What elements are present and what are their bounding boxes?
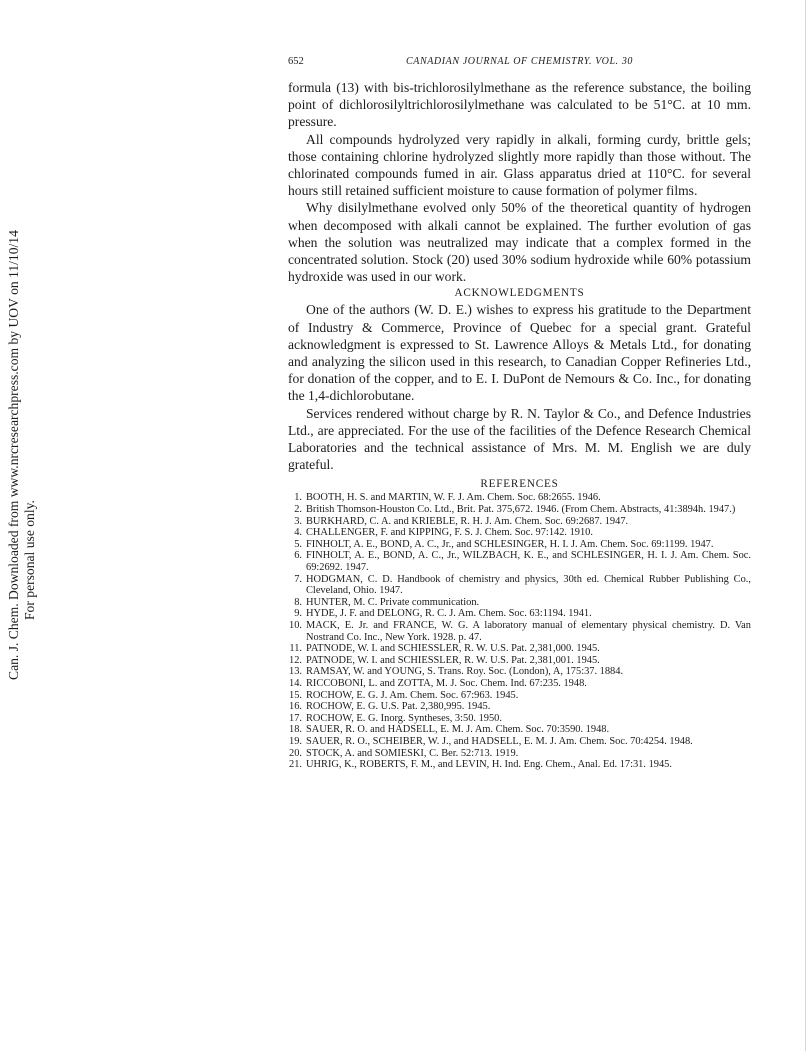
reference-item: [288, 492, 751, 504]
reference-item: [288, 504, 751, 516]
reference-number: 18.: [289, 724, 302, 736]
acknowledgment-paragraph: One of the authors (W. D. E.) wishes to express his gratitude to the Department of Industry & Commerce, Province of Quebec for a special grant. Grateful acknowledgment is expressed to St. Lawrence Alloys & Metals Ltd., for donating and analyzing the silicon used in this research, to Canadian Copper Refineries Ltd., for donation of the copper, and to E. I. DuPont de Nemours & Co. Inc., for donating the 1,4-dichlorobutane.: [288, 302, 751, 404]
reference-item: [288, 736, 751, 748]
reference-number: 4.: [294, 527, 302, 539]
download-watermark: [2, 230, 42, 680]
reference-item: [288, 655, 751, 667]
references-heading: REFERENCES: [480, 478, 559, 491]
reference-list: [288, 492, 751, 770]
reference-text: STOCK, A. and SOMIESKI, C. Ber. 52:713. 1919.: [306, 747, 519, 759]
article-body: [288, 79, 751, 771]
reference-text: HODGMAN, C. D. Handbook of chemistry and physics, 30th ed. Chemical Rubber Publishing Co., Cleveland, Ohio. 1947.: [306, 573, 751, 597]
reference-number: 2.: [294, 504, 302, 516]
reference-number: 9.: [294, 608, 302, 620]
page-number: 652: [288, 56, 304, 67]
reference-item: [288, 527, 751, 539]
reference-text: PATNODE, W. I. and SCHIESSLER, R. W. U.S. Pat. 2,381,001. 1945.: [306, 654, 600, 666]
body-paragraph: formula (13) with bis-trichlorosilylmethane as the reference substance, the boiling point of dichlorosilyltrichlorosilylmethane was calculated to be 51°C. at 10 mm. pressure.: [288, 80, 751, 130]
reference-text: ROCHOW, E. G. Inorg. Syntheses, 3:50. 1950.: [306, 712, 502, 724]
reference-text: British Thomson-Houston Co. Ltd., Brit. Pat. 375,672. 1946. (From Chem. Abstracts, 41:3894h. 1947.): [306, 504, 736, 516]
acknowledgment-paragraph: Services rendered without charge by R. N. Taylor & Co., and Defence Industries Ltd., are appreciated. For the use of the facilities of the Defence Research Chemical Laboratories and the technical assistance of Mrs. M. M. English we are duly grateful.: [288, 405, 751, 473]
reference-number: 1.: [294, 492, 302, 504]
reference-number: 13.: [289, 666, 302, 678]
reference-number: 14.: [289, 677, 302, 689]
acknowledgments-heading: ACKNOWLEDGMENTS: [454, 287, 585, 300]
reference-item: [288, 608, 751, 620]
reference-item: [288, 724, 751, 736]
reference-text: HUNTER, M. C. Private communication.: [306, 596, 480, 608]
reference-text: BOOTH, H. S. and MARTIN, W. F. J. Am. Chem. Soc. 68:2655. 1946.: [306, 492, 601, 504]
reference-number: 5.: [294, 538, 302, 550]
reference-text: SAUER, R. O. and HADSELL, E. M. J. Am. Chem. Soc. 70:3590. 1948.: [306, 724, 610, 736]
reference-number: 21.: [289, 759, 302, 771]
reference-number: 16.: [289, 701, 302, 713]
reference-number: 19.: [289, 735, 302, 747]
reference-number: 7.: [294, 573, 302, 585]
reference-item: [288, 550, 751, 573]
reference-number: 20.: [289, 747, 302, 759]
reference-text: HYDE, J. F. and DELONG, R. C. J. Am. Chem. Soc. 63:1194. 1941.: [306, 608, 592, 620]
reference-number: 11.: [289, 643, 302, 655]
running-title: CANADIAN JOURNAL OF CHEMISTRY. VOL. 30: [405, 56, 634, 67]
reference-item: [288, 690, 751, 702]
reference-number: 6.: [294, 550, 302, 562]
scan-edge-line: [805, 0, 806, 1051]
reference-text: SAUER, R. O., SCHEIBER, W. J., and HADSELL, E. M. J. Am. Chem. Soc. 70:4254. 1948.: [306, 735, 693, 747]
reference-number: 3.: [294, 515, 302, 527]
reference-item: [288, 701, 751, 713]
reference-text: BURKHARD, C. A. and KRIEBLE, R. H. J. Am. Chem. Soc. 69:2687. 1947.: [306, 515, 629, 527]
reference-text: PATNODE, W. I. and SCHIESSLER, R. W. U.S. Pat. 2,381,000. 1945.: [306, 643, 600, 655]
reference-item: [288, 516, 751, 528]
watermark-line-1: Can. J. Chem. Downloaded from www.nrcresearchpress.com by UOV on 11/10/14: [6, 230, 21, 680]
reference-text: ROCHOW, E. G. U.S. Pat. 2,380,995. 1945.: [306, 701, 491, 713]
reference-text: MACK, E. Jr. and FRANCE, W. G. A laboratory manual of elementary physical chemistry. D. Van Nostrand Co. Inc., New York. 1928. p. 47.: [306, 620, 751, 643]
reference-number: 15.: [289, 689, 302, 701]
reference-number: 8.: [294, 596, 302, 608]
reference-item: [288, 597, 751, 609]
reference-text: UHRIG, K., ROBERTS, F. M., and LEVIN, H. Ind. Eng. Chem., Anal. Ed. 17:31. 1945.: [306, 759, 672, 771]
reference-text: ROCHOW, E. G. J. Am. Chem. Soc. 67:963. 1945.: [306, 689, 519, 701]
watermark-line-2: For personal use only.: [22, 500, 37, 620]
reference-text: RAMSAY, W. and YOUNG, S. Trans. Roy. Soc. (London), A, 175:37. 1884.: [306, 666, 624, 678]
reference-text: RICCOBONI, L. and ZOTTA, M. J. Soc. Chem. Ind. 67:235. 1948.: [306, 677, 587, 689]
running-header: [288, 56, 751, 72]
reference-item: [288, 539, 751, 551]
reference-text: CHALLENGER, F. and KIPPING, F. S. J. Chem. Soc. 97:142. 1910.: [306, 527, 593, 539]
reference-item: [288, 574, 751, 597]
reference-item: [288, 748, 751, 760]
reference-item: [288, 643, 751, 655]
reference-number: 17.: [289, 712, 302, 724]
reference-item: [288, 759, 751, 771]
reference-text: FINHOLT, A. E., BOND, A. C., Jr., and SCHLESINGER, H. I. J. Am. Chem. Soc. 69:1199. 1947.: [306, 538, 714, 550]
body-paragraph: All compounds hydrolyzed very rapidly in alkali, forming curdy, brittle gels; those containing chlorine hydrolyzed slightly more rapidly than those without. The chlorinated compounds fumed in air. Glass apparatus dried at 110°C. for several hours still retained sufficient moisture to cause formation of polymer films.: [288, 131, 751, 199]
reference-item: [288, 713, 751, 725]
reference-number: 12.: [289, 654, 302, 666]
body-paragraph: Why disilylmethane evolved only 50% of the theoretical quantity of hydrogen when decomposed with alkali cannot be explained. The further evolution of gas when the solution was neutralized may indicate that a complex formed in the concentrated solution. Stock (20) used 30% sodium hydroxide while 60% potassium hydroxide was used in our work.: [288, 200, 751, 285]
reference-text: FINHOLT, A. E., BOND, A. C., Jr., WILZBACH, K. E., and SCHLESINGER, H. I. J. Am. Chem. Soc. 69:2692. 1947.: [306, 550, 751, 574]
reference-number: 10.: [289, 620, 302, 631]
reference-item: [288, 678, 751, 690]
reference-item: [288, 620, 751, 643]
reference-item: [288, 666, 751, 678]
